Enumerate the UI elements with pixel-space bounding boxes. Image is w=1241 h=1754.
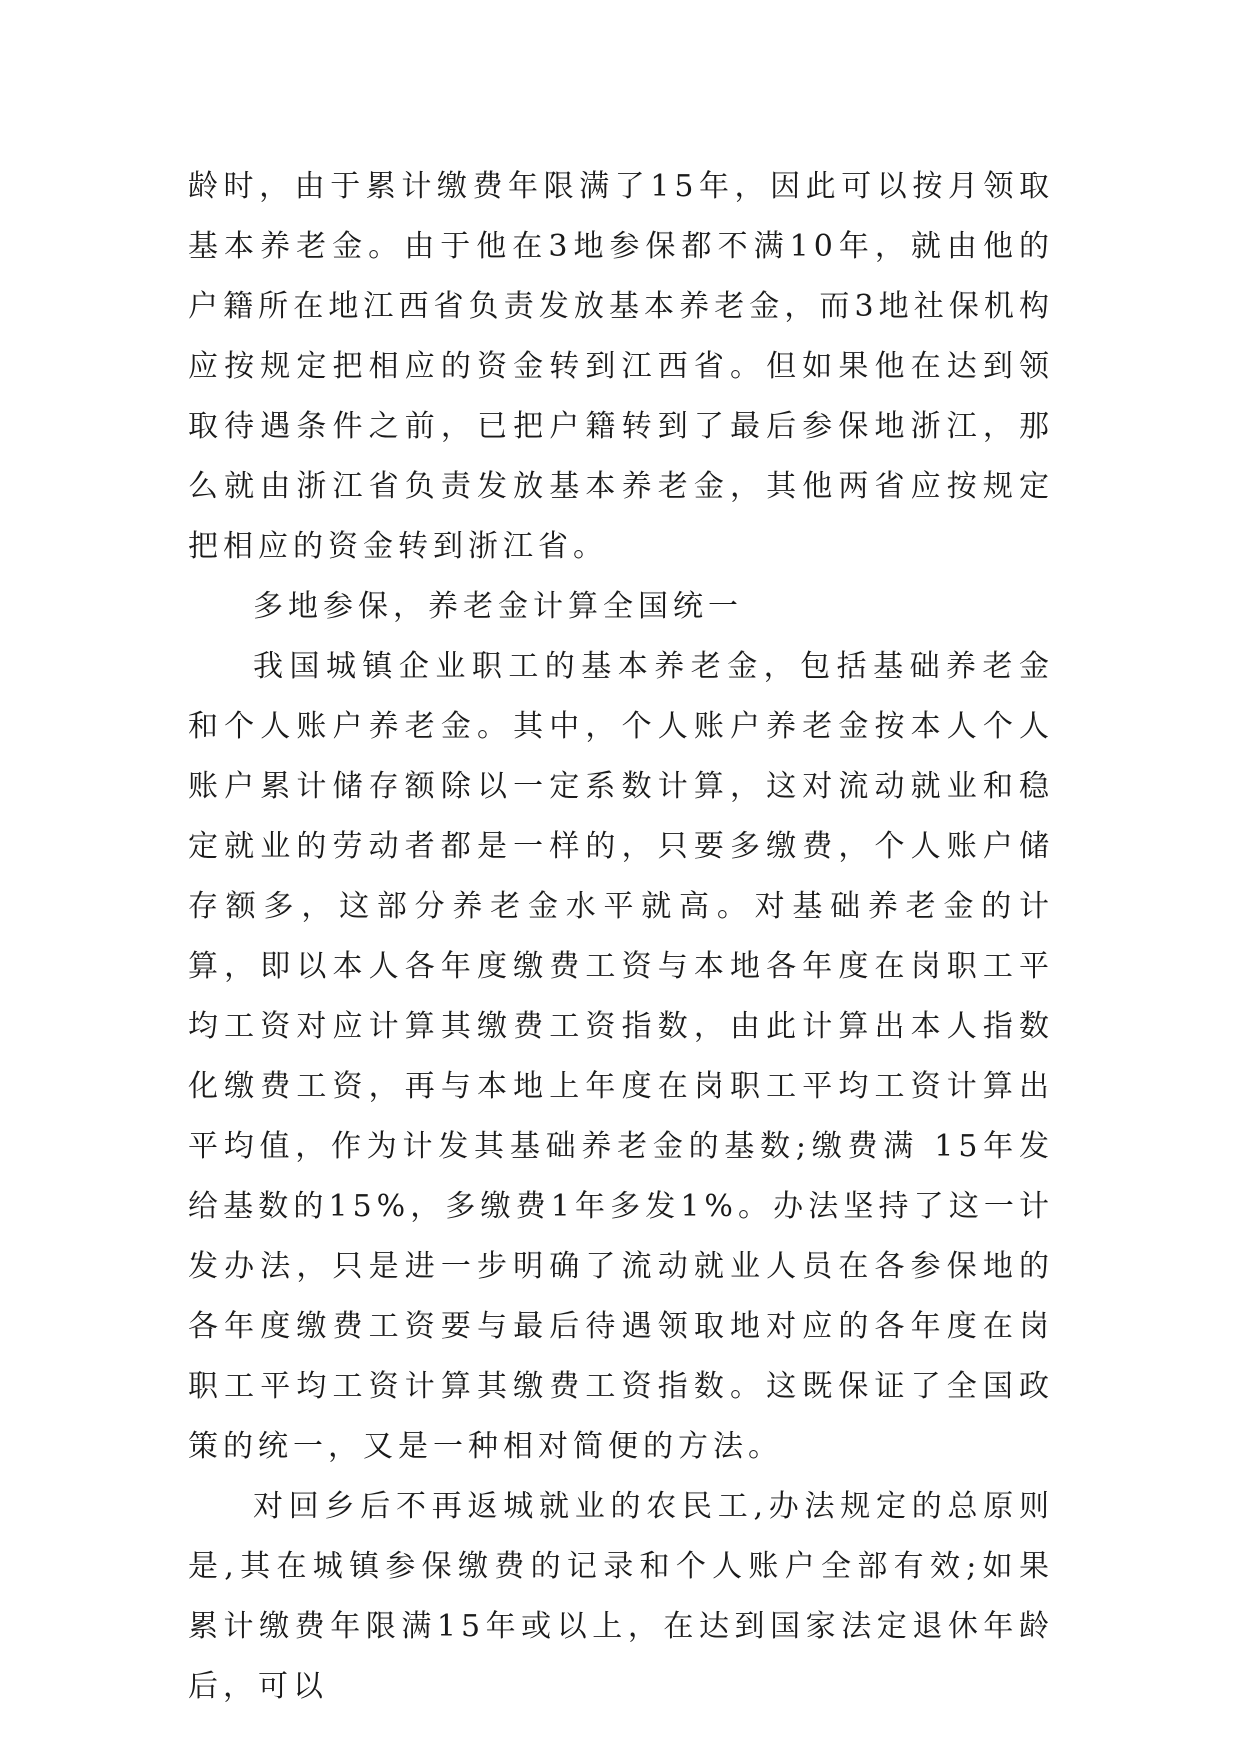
- document-body: [188, 157, 1054, 1717]
- section-heading: 多地参保，养老金计算全国统一: [253, 589, 743, 624]
- paragraph-migrant-workers: 对回乡后不再返城就业的农民工,办法规定的总原则是,其在城镇参保缴费的记录和个人账户全部有效;如果累计缴费年限满15年或以上，在达到国家法定退休年龄后，可以: [188, 1489, 1054, 1704]
- paragraph-pension-calculation: 我国城镇企业职工的基本养老金，包括基础养老金和个人账户养老金。其中，个人账户养老金按本人个人账户累计储存额除以一定系数计算，这对流动就业和稳定就业的劳动者都是一样的，只要多缴费，个人账户储存额多，这部分养老金水平就高。对基础养老金的计算，即以本人各年度缴费工资与本地各年度在岗职工平均工资对应计算其缴费工资指数，由此计算出本人指数化缴费工资，再与本地上年度在岗职工平均工资计算出平均值，作为计发其基础养老金的基数;缴费满 15年发给基数的15%，多缴费1年多发1%。办法坚持了这一计发办法，只是进一步明确了流动就业人员在各参保地的各年度缴费工资要与最后待遇领取地对应的各年度在岗职工平均工资计算其缴费工资指数。这既保证了全国政策的统一，又是一种相对简便的方法。: [188, 649, 1054, 1464]
- paragraph-continuation: 龄时，由于累计缴费年限满了15年，因此可以按月领取基本养老金。由于他在3地参保都不满10年，就由他的户籍所在地江西省负责发放基本养老金，而3地社保机构应按规定把相应的资金转到江西省。但如果他在达到领取待遇条件之前，已把户籍转到了最后参保地浙江，那么就由浙江省负责发放基本养老金，其他两省应按规定把相应的资金转到浙江省。: [188, 169, 1054, 564]
